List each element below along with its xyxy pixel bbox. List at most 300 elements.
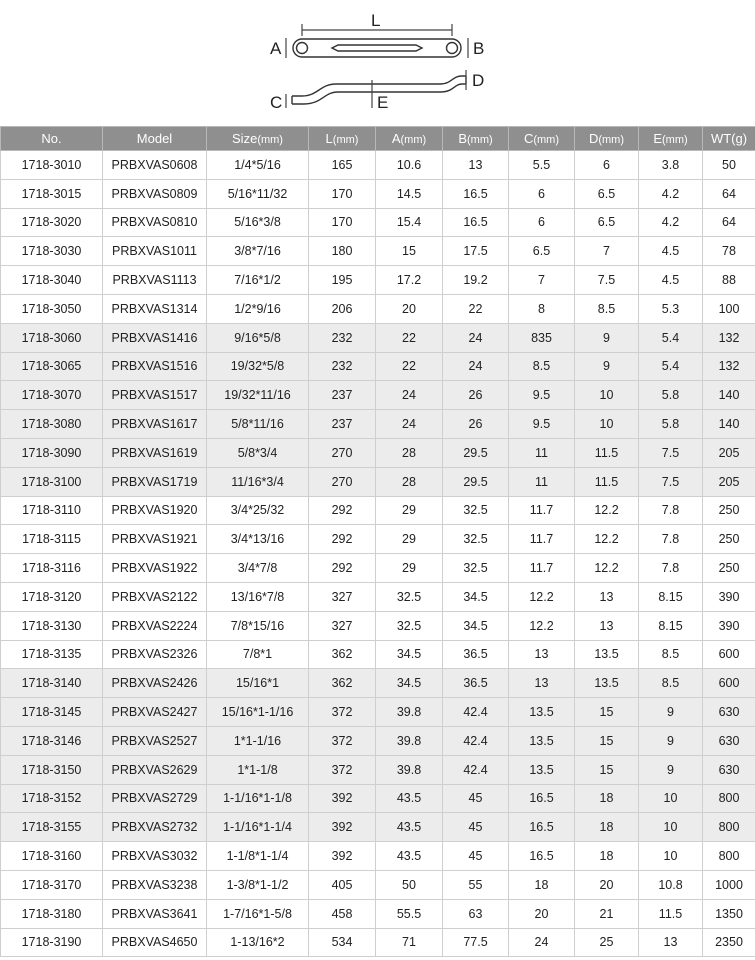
- cell-model: PRBXVAS3641: [103, 899, 207, 928]
- cell-size: 3/8*7/16: [207, 237, 309, 266]
- cell-model: PRBXVAS1922: [103, 554, 207, 583]
- cell-e: 5.8: [639, 381, 703, 410]
- cell-model: PRBXVAS1920: [103, 496, 207, 525]
- cell-no: 1718-3152: [1, 784, 103, 813]
- table-row: [1, 669, 755, 698]
- cell-model: PRBXVAS2426: [103, 669, 207, 698]
- header-l: L(mm): [309, 127, 376, 151]
- table-row: [1, 842, 755, 871]
- cell-b: 36.5: [443, 640, 509, 669]
- cell-b: 42.4: [443, 755, 509, 784]
- cell-model: PRBXVAS0810: [103, 208, 207, 237]
- cell-wt: 390: [703, 611, 755, 640]
- cell-c: 16.5: [509, 784, 575, 813]
- cell-d: 18: [575, 784, 639, 813]
- table-row: [1, 870, 755, 899]
- cell-model: PRBXVAS1921: [103, 525, 207, 554]
- table-row: [1, 323, 755, 352]
- cell-no: 1718-3040: [1, 266, 103, 295]
- cell-l: 292: [309, 496, 376, 525]
- cell-a: 39.8: [376, 698, 443, 727]
- cell-size: 13/16*7/8: [207, 582, 309, 611]
- cell-d: 13: [575, 582, 639, 611]
- cell-a: 71: [376, 928, 443, 957]
- cell-d: 15: [575, 698, 639, 727]
- table-row: [1, 179, 755, 208]
- cell-model: PRBXVAS1619: [103, 438, 207, 467]
- cell-e: 8.15: [639, 582, 703, 611]
- cell-d: 7.5: [575, 266, 639, 295]
- cell-a: 24: [376, 381, 443, 410]
- cell-model: PRBXVAS2427: [103, 698, 207, 727]
- cell-model: PRBXVAS1516: [103, 352, 207, 381]
- cell-a: 43.5: [376, 784, 443, 813]
- cell-l: 392: [309, 813, 376, 842]
- cell-a: 32.5: [376, 611, 443, 640]
- cell-model: PRBXVAS2732: [103, 813, 207, 842]
- cell-wt: 800: [703, 784, 755, 813]
- cell-wt: 64: [703, 208, 755, 237]
- cell-size: 3/4*13/16: [207, 525, 309, 554]
- cell-a: 28: [376, 467, 443, 496]
- table-row: [1, 208, 755, 237]
- cell-no: 1718-3020: [1, 208, 103, 237]
- cell-c: 8.5: [509, 352, 575, 381]
- cell-c: 9.5: [509, 410, 575, 439]
- cell-l: 327: [309, 611, 376, 640]
- table-row: [1, 640, 755, 669]
- cell-c: 24: [509, 928, 575, 957]
- cell-b: 17.5: [443, 237, 509, 266]
- cell-no: 1718-3190: [1, 928, 103, 957]
- spec-table: [0, 126, 755, 957]
- cell-size: 1-13/16*2: [207, 928, 309, 957]
- cell-l: 392: [309, 842, 376, 871]
- cell-a: 34.5: [376, 640, 443, 669]
- cell-no: 1718-3070: [1, 381, 103, 410]
- cell-no: 1718-3050: [1, 294, 103, 323]
- cell-wt: 2350: [703, 928, 755, 957]
- cell-c: 16.5: [509, 813, 575, 842]
- cell-d: 6: [575, 151, 639, 180]
- cell-wt: 140: [703, 381, 755, 410]
- table-row: [1, 698, 755, 727]
- cell-a: 29: [376, 554, 443, 583]
- table-row: [1, 928, 755, 957]
- cell-d: 7: [575, 237, 639, 266]
- cell-b: 32.5: [443, 496, 509, 525]
- cell-c: 13.5: [509, 755, 575, 784]
- cell-e: 7.8: [639, 554, 703, 583]
- table-row: [1, 726, 755, 755]
- cell-c: 6: [509, 179, 575, 208]
- cell-size: 7/8*15/16: [207, 611, 309, 640]
- cell-model: PRBXVAS0608: [103, 151, 207, 180]
- table-row: [1, 294, 755, 323]
- cell-d: 18: [575, 842, 639, 871]
- cell-model: PRBXVAS2629: [103, 755, 207, 784]
- cell-model: PRBXVAS1617: [103, 410, 207, 439]
- cell-a: 29: [376, 525, 443, 554]
- cell-d: 20: [575, 870, 639, 899]
- cell-c: 11: [509, 438, 575, 467]
- cell-no: 1718-3146: [1, 726, 103, 755]
- cell-d: 12.2: [575, 554, 639, 583]
- cell-no: 1718-3180: [1, 899, 103, 928]
- cell-b: 26: [443, 410, 509, 439]
- cell-e: 7.8: [639, 525, 703, 554]
- label-l: L: [371, 11, 381, 30]
- cell-b: 34.5: [443, 611, 509, 640]
- cell-b: 32.5: [443, 525, 509, 554]
- table-row: [1, 525, 755, 554]
- cell-b: 45: [443, 842, 509, 871]
- header-wt: WT(g): [703, 127, 755, 151]
- label-a: A: [270, 39, 282, 58]
- table-row: [1, 352, 755, 381]
- cell-e: 10: [639, 784, 703, 813]
- table-row: [1, 467, 755, 496]
- cell-c: 6.5: [509, 237, 575, 266]
- cell-e: 8.5: [639, 669, 703, 698]
- cell-l: 270: [309, 467, 376, 496]
- cell-l: 180: [309, 237, 376, 266]
- cell-size: 3/4*25/32: [207, 496, 309, 525]
- cell-no: 1718-3155: [1, 813, 103, 842]
- label-d: D: [472, 71, 485, 90]
- cell-no: 1718-3170: [1, 870, 103, 899]
- table-row: [1, 151, 755, 180]
- cell-b: 45: [443, 784, 509, 813]
- cell-no: 1718-3120: [1, 582, 103, 611]
- cell-d: 21: [575, 899, 639, 928]
- cell-size: 1/2*9/16: [207, 294, 309, 323]
- cell-model: PRBXVAS1011: [103, 237, 207, 266]
- cell-e: 4.2: [639, 208, 703, 237]
- cell-wt: 100: [703, 294, 755, 323]
- cell-e: 11.5: [639, 899, 703, 928]
- cell-wt: 800: [703, 813, 755, 842]
- cell-wt: 600: [703, 669, 755, 698]
- cell-size: 1-1/8*1-1/4: [207, 842, 309, 871]
- cell-e: 5.3: [639, 294, 703, 323]
- cell-d: 6.5: [575, 179, 639, 208]
- table-row: [1, 611, 755, 640]
- cell-b: 19.2: [443, 266, 509, 295]
- cell-no: 1718-3140: [1, 669, 103, 698]
- cell-l: 458: [309, 899, 376, 928]
- cell-c: 6: [509, 208, 575, 237]
- cell-e: 3.8: [639, 151, 703, 180]
- cell-model: PRBXVAS1517: [103, 381, 207, 410]
- cell-a: 22: [376, 323, 443, 352]
- cell-c: 13: [509, 640, 575, 669]
- cell-model: PRBXVAS4650: [103, 928, 207, 957]
- cell-c: 16.5: [509, 842, 575, 871]
- cell-c: 12.2: [509, 582, 575, 611]
- cell-size: 1-1/16*1-1/8: [207, 784, 309, 813]
- cell-model: PRBXVAS0809: [103, 179, 207, 208]
- cell-b: 22: [443, 294, 509, 323]
- cell-wt: 800: [703, 842, 755, 871]
- cell-l: 372: [309, 755, 376, 784]
- cell-size: 9/16*5/8: [207, 323, 309, 352]
- cell-size: 15/16*1: [207, 669, 309, 698]
- cell-l: 292: [309, 554, 376, 583]
- cell-d: 13.5: [575, 669, 639, 698]
- cell-e: 10: [639, 813, 703, 842]
- cell-wt: 1000: [703, 870, 755, 899]
- cell-l: 165: [309, 151, 376, 180]
- cell-b: 63: [443, 899, 509, 928]
- cell-e: 7.5: [639, 467, 703, 496]
- cell-c: 11.7: [509, 525, 575, 554]
- table-row: [1, 554, 755, 583]
- cell-no: 1718-3015: [1, 179, 103, 208]
- header-a: A(mm): [376, 127, 443, 151]
- cell-wt: 250: [703, 525, 755, 554]
- cell-b: 77.5: [443, 928, 509, 957]
- cell-b: 24: [443, 352, 509, 381]
- cell-wt: 78: [703, 237, 755, 266]
- cell-b: 29.5: [443, 438, 509, 467]
- cell-size: 5/8*3/4: [207, 438, 309, 467]
- cell-e: 7.8: [639, 496, 703, 525]
- cell-l: 362: [309, 669, 376, 698]
- cell-no: 1718-3145: [1, 698, 103, 727]
- cell-b: 16.5: [443, 179, 509, 208]
- cell-e: 4.5: [639, 266, 703, 295]
- cell-l: 170: [309, 179, 376, 208]
- cell-size: 1/4*5/16: [207, 151, 309, 180]
- cell-no: 1718-3065: [1, 352, 103, 381]
- cell-wt: 250: [703, 554, 755, 583]
- cell-a: 15.4: [376, 208, 443, 237]
- cell-size: 1*1-1/8: [207, 755, 309, 784]
- cell-l: 232: [309, 352, 376, 381]
- cell-e: 8.5: [639, 640, 703, 669]
- wrench-top-view: [293, 39, 461, 57]
- cell-wt: 132: [703, 323, 755, 352]
- cell-wt: 630: [703, 698, 755, 727]
- cell-size: 5/16*3/8: [207, 208, 309, 237]
- cell-no: 1718-3160: [1, 842, 103, 871]
- cell-e: 7.5: [639, 438, 703, 467]
- cell-model: PRBXVAS1719: [103, 467, 207, 496]
- cell-wt: 390: [703, 582, 755, 611]
- cell-d: 9: [575, 352, 639, 381]
- cell-c: 13: [509, 669, 575, 698]
- cell-c: 20: [509, 899, 575, 928]
- label-e: E: [377, 93, 389, 112]
- header-model: Model: [103, 127, 207, 151]
- cell-c: 9.5: [509, 381, 575, 410]
- cell-b: 36.5: [443, 669, 509, 698]
- cell-d: 10: [575, 381, 639, 410]
- cell-b: 16.5: [443, 208, 509, 237]
- cell-d: 11.5: [575, 467, 639, 496]
- table-row: [1, 755, 755, 784]
- cell-size: 19/32*5/8: [207, 352, 309, 381]
- cell-model: PRBXVAS2326: [103, 640, 207, 669]
- cell-l: 270: [309, 438, 376, 467]
- table-row: [1, 496, 755, 525]
- header-b: B(mm): [443, 127, 509, 151]
- cell-d: 8.5: [575, 294, 639, 323]
- cell-a: 10.6: [376, 151, 443, 180]
- cell-no: 1718-3030: [1, 237, 103, 266]
- cell-l: 534: [309, 928, 376, 957]
- table-row: [1, 784, 755, 813]
- wrench-diagram: [0, 0, 755, 126]
- cell-a: 24: [376, 410, 443, 439]
- cell-model: PRBXVAS1314: [103, 294, 207, 323]
- cell-d: 6.5: [575, 208, 639, 237]
- table-row: [1, 813, 755, 842]
- cell-b: 42.4: [443, 698, 509, 727]
- cell-e: 9: [639, 698, 703, 727]
- cell-wt: 50: [703, 151, 755, 180]
- cell-size: 1-7/16*1-5/8: [207, 899, 309, 928]
- cell-wt: 88: [703, 266, 755, 295]
- table-row: [1, 582, 755, 611]
- cell-d: 10: [575, 410, 639, 439]
- cell-wt: 250: [703, 496, 755, 525]
- cell-d: 9: [575, 323, 639, 352]
- cell-e: 10.8: [639, 870, 703, 899]
- cell-a: 50: [376, 870, 443, 899]
- cell-wt: 630: [703, 755, 755, 784]
- cell-l: 237: [309, 410, 376, 439]
- cell-wt: 205: [703, 438, 755, 467]
- cell-e: 9: [639, 755, 703, 784]
- cell-size: 3/4*7/8: [207, 554, 309, 583]
- label-b: B: [473, 39, 485, 58]
- cell-e: 4.2: [639, 179, 703, 208]
- cell-l: 362: [309, 640, 376, 669]
- cell-a: 14.5: [376, 179, 443, 208]
- cell-a: 32.5: [376, 582, 443, 611]
- cell-l: 195: [309, 266, 376, 295]
- cell-e: 10: [639, 842, 703, 871]
- table-header-row: [1, 127, 755, 151]
- cell-a: 28: [376, 438, 443, 467]
- cell-b: 42.4: [443, 726, 509, 755]
- cell-b: 32.5: [443, 554, 509, 583]
- cell-wt: 630: [703, 726, 755, 755]
- cell-size: 19/32*11/16: [207, 381, 309, 410]
- cell-c: 18: [509, 870, 575, 899]
- cell-d: 15: [575, 726, 639, 755]
- cell-c: 11: [509, 467, 575, 496]
- cell-d: 12.2: [575, 525, 639, 554]
- cell-l: 206: [309, 294, 376, 323]
- cell-no: 1718-3060: [1, 323, 103, 352]
- cell-a: 17.2: [376, 266, 443, 295]
- cell-d: 25: [575, 928, 639, 957]
- cell-c: 7: [509, 266, 575, 295]
- cell-d: 13: [575, 611, 639, 640]
- cell-c: 8: [509, 294, 575, 323]
- cell-e: 5.8: [639, 410, 703, 439]
- cell-wt: 205: [703, 467, 755, 496]
- cell-e: 5.4: [639, 352, 703, 381]
- cell-no: 1718-3116: [1, 554, 103, 583]
- cell-l: 372: [309, 698, 376, 727]
- cell-l: 237: [309, 381, 376, 410]
- cell-model: PRBXVAS2224: [103, 611, 207, 640]
- table-row: [1, 410, 755, 439]
- cell-c: 13.5: [509, 726, 575, 755]
- cell-a: 43.5: [376, 813, 443, 842]
- cell-size: 1-1/16*1-1/4: [207, 813, 309, 842]
- cell-c: 13.5: [509, 698, 575, 727]
- cell-b: 13: [443, 151, 509, 180]
- header-d: D(mm): [575, 127, 639, 151]
- cell-a: 22: [376, 352, 443, 381]
- label-c: C: [270, 93, 283, 112]
- cell-size: 7/16*1/2: [207, 266, 309, 295]
- cell-b: 29.5: [443, 467, 509, 496]
- cell-c: 5.5: [509, 151, 575, 180]
- cell-l: 170: [309, 208, 376, 237]
- cell-model: PRBXVAS1113: [103, 266, 207, 295]
- cell-a: 55.5: [376, 899, 443, 928]
- table-row: [1, 899, 755, 928]
- cell-c: 12.2: [509, 611, 575, 640]
- cell-no: 1718-3080: [1, 410, 103, 439]
- cell-c: 11.7: [509, 496, 575, 525]
- cell-b: 45: [443, 813, 509, 842]
- cell-b: 55: [443, 870, 509, 899]
- cell-a: 34.5: [376, 669, 443, 698]
- cell-l: 292: [309, 525, 376, 554]
- cell-model: PRBXVAS3032: [103, 842, 207, 871]
- cell-wt: 600: [703, 640, 755, 669]
- cell-l: 405: [309, 870, 376, 899]
- header-no: No.: [1, 127, 103, 151]
- cell-b: 26: [443, 381, 509, 410]
- table-row: [1, 381, 755, 410]
- cell-c: 11.7: [509, 554, 575, 583]
- header-c: C(mm): [509, 127, 575, 151]
- cell-model: PRBXVAS2527: [103, 726, 207, 755]
- cell-no: 1718-3115: [1, 525, 103, 554]
- cell-wt: 140: [703, 410, 755, 439]
- cell-no: 1718-3100: [1, 467, 103, 496]
- header-e: E(mm): [639, 127, 703, 151]
- table-row: [1, 438, 755, 467]
- cell-no: 1718-3090: [1, 438, 103, 467]
- cell-e: 5.4: [639, 323, 703, 352]
- cell-d: 15: [575, 755, 639, 784]
- cell-size: 11/16*3/4: [207, 467, 309, 496]
- cell-l: 392: [309, 784, 376, 813]
- cell-size: 1*1-1/16: [207, 726, 309, 755]
- cell-model: PRBXVAS2729: [103, 784, 207, 813]
- cell-c: 835: [509, 323, 575, 352]
- cell-size: 5/16*11/32: [207, 179, 309, 208]
- cell-a: 39.8: [376, 726, 443, 755]
- cell-l: 232: [309, 323, 376, 352]
- cell-size: 7/8*1: [207, 640, 309, 669]
- cell-e: 9: [639, 726, 703, 755]
- cell-d: 12.2: [575, 496, 639, 525]
- cell-wt: 1350: [703, 899, 755, 928]
- cell-no: 1718-3150: [1, 755, 103, 784]
- cell-model: PRBXVAS1416: [103, 323, 207, 352]
- table-body: [1, 151, 755, 957]
